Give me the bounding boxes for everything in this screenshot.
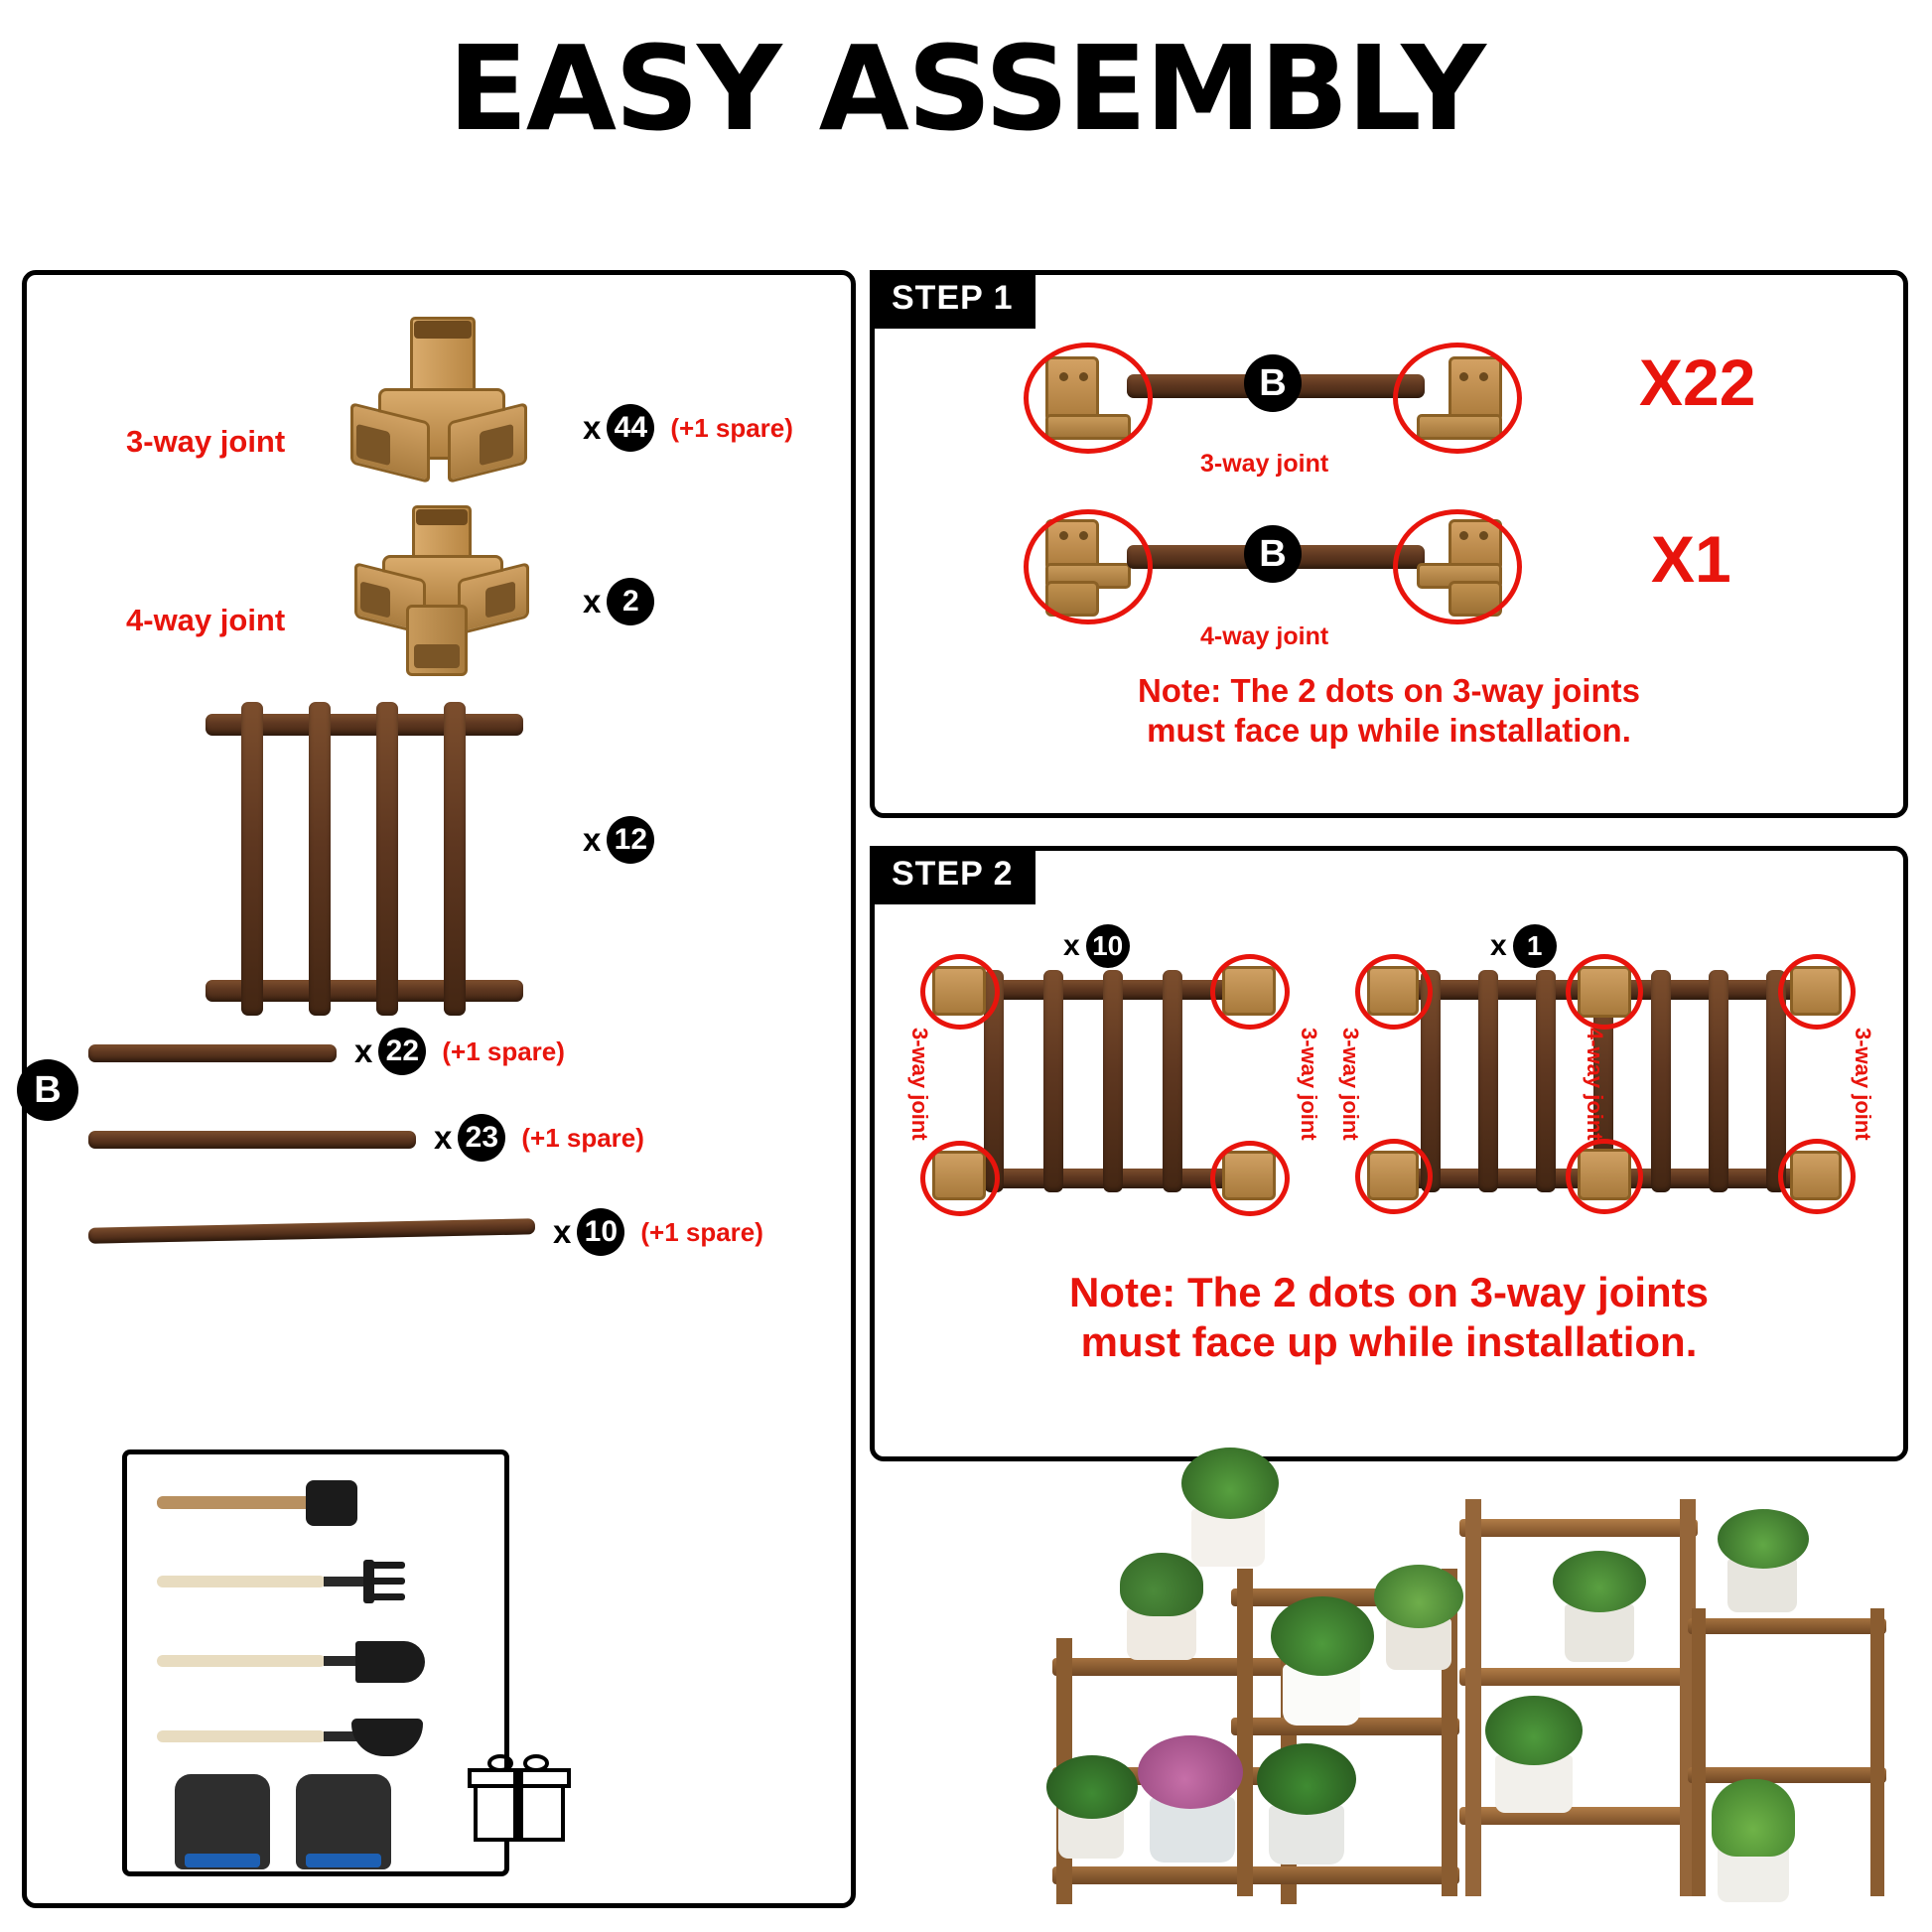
step1-joint-label-2: 4-way joint [1200, 622, 1329, 650]
qty-badge: 1 [1513, 924, 1557, 968]
highlight-circle [1024, 343, 1153, 454]
part-label-3way: 3-way joint [126, 424, 286, 459]
step1-note-line1: Note: The 2 dots on 3-way joints [1137, 672, 1641, 709]
highlight-circle [1355, 1139, 1433, 1214]
gift-box-icon [474, 1760, 565, 1842]
highlight-circle [1566, 954, 1643, 1030]
plant-foliage [1181, 1448, 1279, 1519]
x-symbol: x [583, 821, 602, 858]
qty-badge: 44 [607, 404, 654, 452]
short-dowel-icon [88, 1044, 337, 1062]
qty-3way [583, 404, 793, 452]
x-symbol: x [1490, 929, 1507, 962]
mallet-icon [157, 1480, 405, 1526]
step2-note-line1: Note: The 2 dots on 3-way joints [1068, 1269, 1710, 1315]
qty-badge: 2 [607, 578, 654, 625]
step2-tag: STEP 2 [870, 846, 1035, 904]
glove-right-cuff [306, 1854, 381, 1867]
plant-foliage [1046, 1755, 1138, 1819]
qty-badge: 10 [1086, 924, 1130, 968]
spare-note: (+1 spare) [521, 1122, 644, 1153]
step1-row-2 [1024, 505, 1580, 650]
step1-tag: STEP 1 [870, 270, 1035, 329]
step2-note-line2: must face up while installation. [1080, 1318, 1698, 1365]
x-symbol: x [1063, 929, 1080, 962]
step2-panel [870, 846, 1908, 1461]
plant-foliage [1553, 1551, 1646, 1612]
highlight-circle [920, 954, 1000, 1030]
step1-panel [870, 270, 1908, 818]
step1-note-line2: must face up while installation. [1147, 712, 1631, 749]
step2-left-label-1: 3-way joint [907, 1028, 932, 1141]
x-symbol: x [434, 1119, 453, 1156]
qty-badge: 23 [458, 1114, 505, 1162]
x-symbol: x [583, 409, 602, 446]
qty-short-dowel [354, 1028, 565, 1075]
highlight-circle [1024, 509, 1153, 624]
page-title: EASY ASSEMBLY [448, 20, 1484, 157]
part-group-marker-b: B [17, 1059, 78, 1121]
step2-right-label-2: 4-way joint [1583, 1028, 1607, 1141]
spare-note: (+1 spare) [442, 1035, 565, 1066]
highlight-circle [1355, 954, 1433, 1030]
medium-dowel-icon [88, 1131, 416, 1149]
four-way-joint-icon [354, 505, 543, 694]
trowel-icon [157, 1635, 425, 1689]
plant-foliage [1120, 1553, 1203, 1616]
plant-foliage [1718, 1509, 1809, 1569]
part-label-4way: 4-way joint [126, 603, 286, 637]
step2-right-qty [1490, 924, 1557, 968]
spare-note: (+1 spare) [670, 412, 793, 443]
tools-box [122, 1449, 509, 1876]
plant-stand-illustration [1033, 1469, 1916, 1916]
step1-row-1 [1024, 335, 1580, 478]
bar-label-b: B [1244, 354, 1302, 412]
qty-medium-dowel [434, 1114, 644, 1162]
highlight-circle [1566, 1139, 1643, 1214]
qty-badge: 10 [577, 1208, 624, 1256]
step2-right-label-1: 3-way joint [1338, 1028, 1363, 1141]
highlight-circle [920, 1141, 1000, 1216]
three-way-joint-icon [345, 317, 533, 505]
qty-panel [583, 816, 654, 864]
plant-foliage [1485, 1696, 1583, 1765]
step1-count-2: X1 [1651, 522, 1731, 596]
x-symbol: x [583, 583, 602, 620]
plant-foliage [1374, 1565, 1463, 1628]
step2-left-qty [1063, 924, 1130, 968]
plant-foliage [1712, 1779, 1795, 1857]
bar-label-b: B [1244, 525, 1302, 583]
qty-long-dowel [553, 1208, 763, 1256]
step1-count-1: X22 [1639, 345, 1756, 419]
spade-icon [157, 1711, 425, 1764]
step1-joint-label-1: 3-way joint [1200, 450, 1329, 478]
slatted-panel-icon [206, 702, 523, 1020]
qty-badge: 12 [607, 816, 654, 864]
x-symbol: x [553, 1213, 572, 1250]
product-photo [1033, 1469, 1916, 1916]
highlight-circle [1210, 954, 1290, 1030]
x-symbol: x [354, 1033, 373, 1069]
rake-icon [157, 1558, 415, 1605]
qty-4way [583, 578, 654, 625]
plant-foliage [1138, 1735, 1243, 1809]
plant-pot [1565, 1604, 1634, 1662]
parts-list-panel [22, 270, 856, 1908]
step2-right-assembly [1361, 970, 1858, 1198]
plant-foliage [1271, 1596, 1374, 1676]
qty-badge: 22 [378, 1028, 426, 1075]
highlight-circle [1778, 954, 1856, 1030]
highlight-circle [1393, 343, 1522, 454]
plant-foliage [1257, 1743, 1356, 1815]
highlight-circle [1210, 1141, 1290, 1216]
step2-left-assembly [924, 970, 1302, 1198]
highlight-circle [1778, 1139, 1856, 1214]
spare-note: (+1 spare) [640, 1216, 763, 1247]
glove-left-cuff [185, 1854, 260, 1867]
long-dowel-icon [88, 1218, 535, 1243]
step2-left-label-2: 3-way joint [1297, 1028, 1321, 1141]
step2-right-label-3: 3-way joint [1851, 1028, 1875, 1141]
highlight-circle [1393, 509, 1522, 624]
